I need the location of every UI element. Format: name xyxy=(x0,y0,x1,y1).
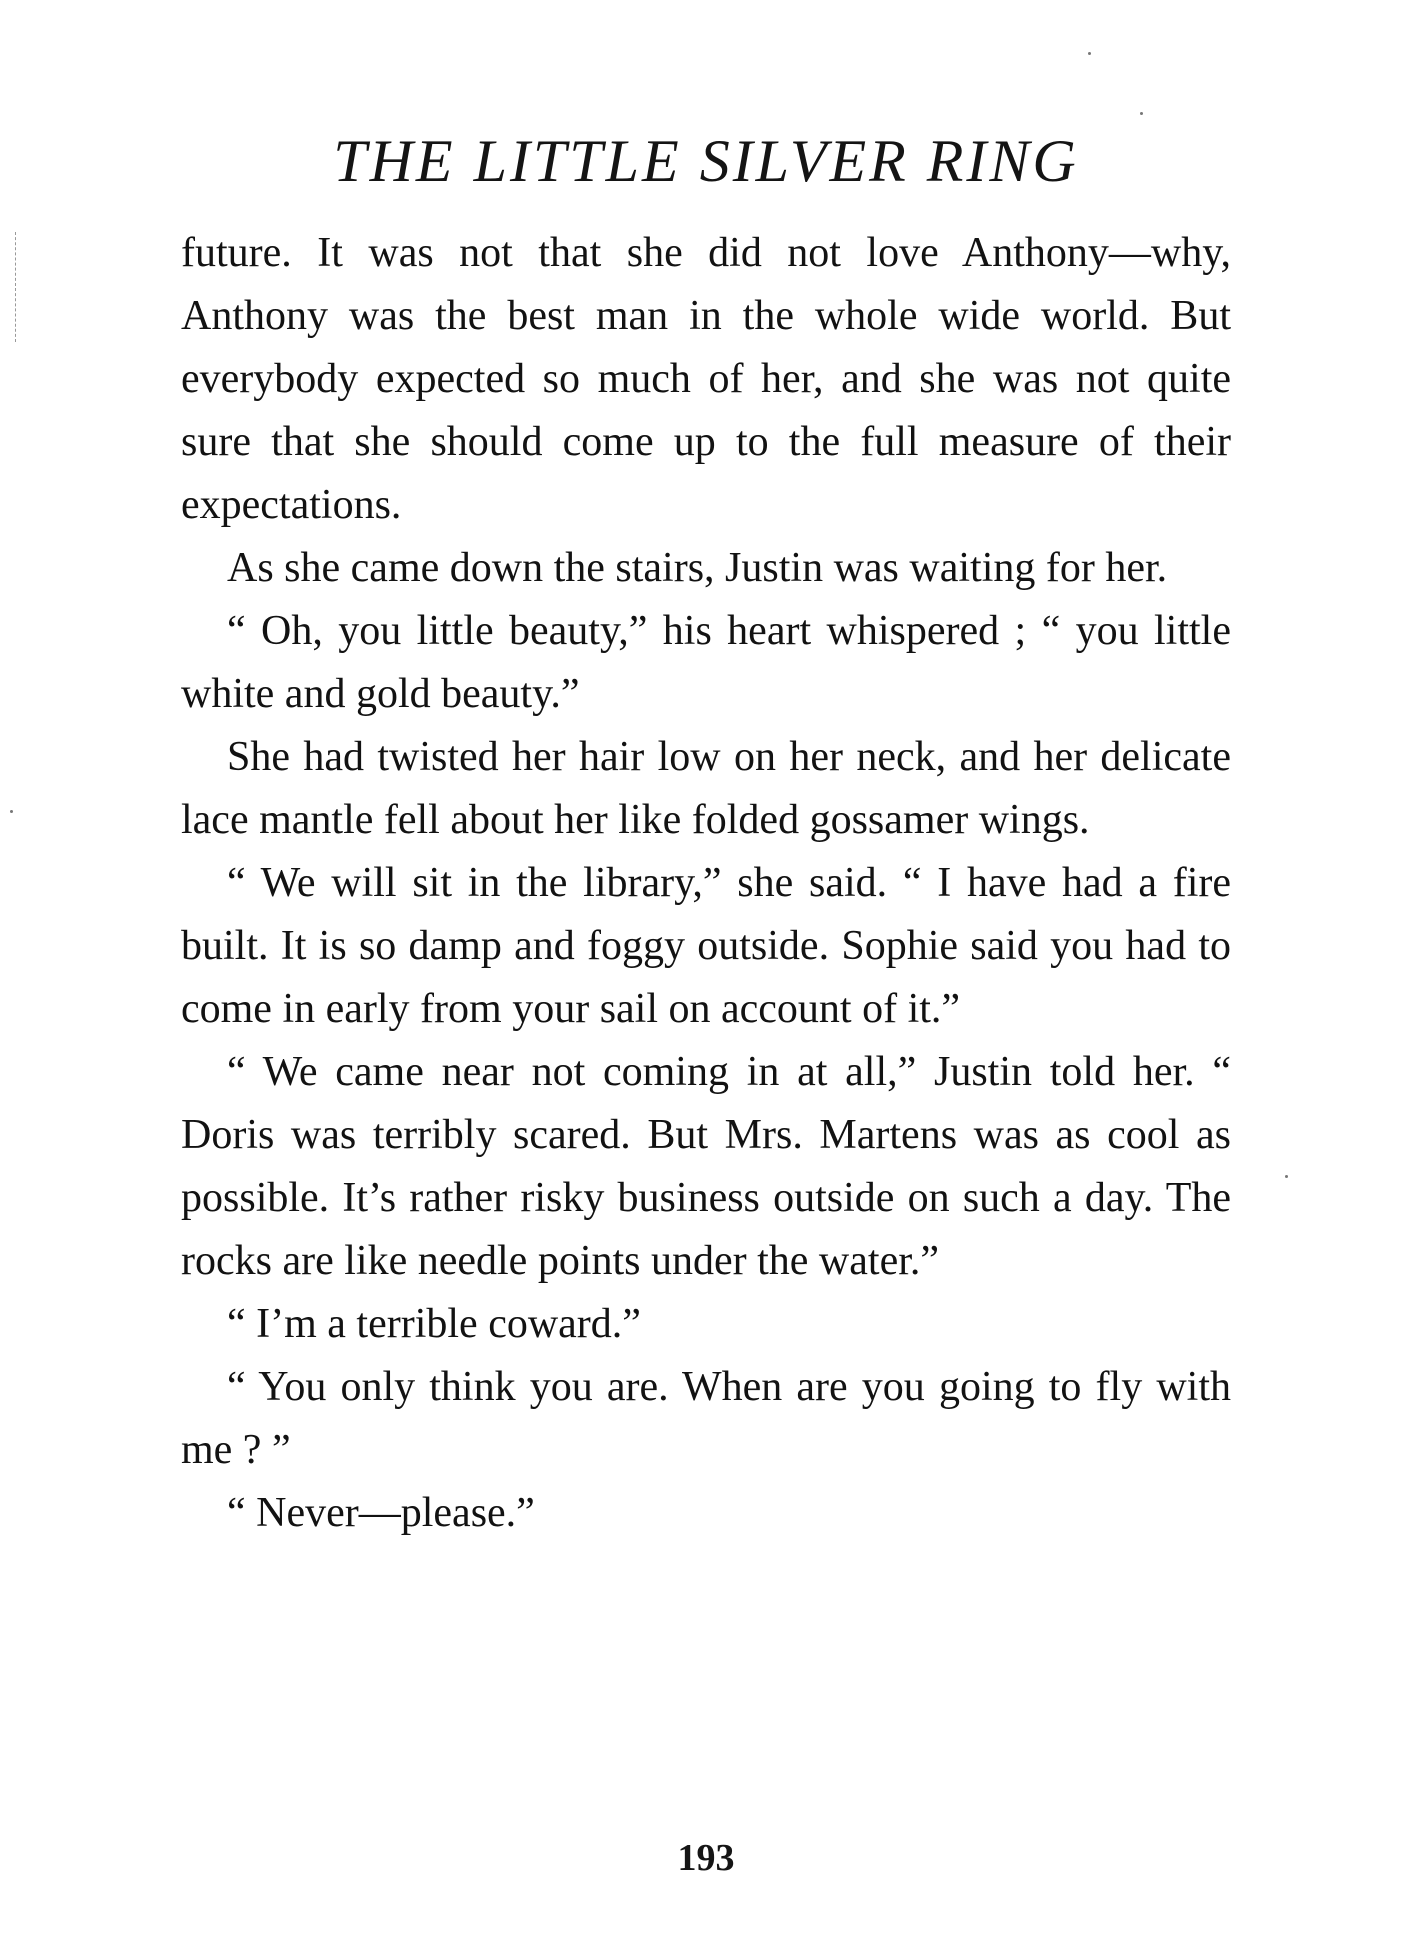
paragraph: “ We will sit in the library,” she said. “ I have had a fire built. It is so damp and foggy outside. Sophie said you had to come in early from your sail on account of it.” xyxy=(181,860,1231,1032)
paragraph: “ Oh, you little beauty,” his heart whispered ; “ you little white and gold beauty.” xyxy=(181,608,1231,717)
paragraph: “ Never—please.” xyxy=(227,1490,535,1536)
paragraph: “ We came near not coming in at all,” Justin told her. “ Doris was terribly scared. But Mrs. Martens was as cool as possible. It’s rather risky business outside on such a day. The rocks are like needle points under the water.” xyxy=(181,1049,1231,1284)
paragraph: As she came down the stairs, Justin was waiting for her. xyxy=(227,545,1168,591)
scan-edge-mark xyxy=(15,232,17,342)
paragraph: future. It was not that she did not love Anthony—why, Anthony was the best man in the whole wide world. But everybody expected so much of her, and she was not quite sure that she should come up to the full measure of their expectations. xyxy=(181,230,1231,528)
paragraph: “ I’m a terrible coward.” xyxy=(227,1301,641,1347)
page-number: 193 xyxy=(677,1837,735,1879)
scan-speck xyxy=(1088,52,1091,55)
scan-speck xyxy=(1140,112,1143,115)
running-head: THE LITTLE SILVER RING xyxy=(333,128,1079,194)
scan-speck xyxy=(1285,1175,1288,1178)
body-text xyxy=(181,222,1231,1545)
scan-speck xyxy=(10,810,13,813)
paragraph: “ You only think you are. When are you going to fly with me ? ” xyxy=(181,1364,1231,1473)
paragraph: She had twisted her hair low on her neck, and her delicate lace mantle fell about her like folded gossamer wings. xyxy=(181,734,1231,843)
